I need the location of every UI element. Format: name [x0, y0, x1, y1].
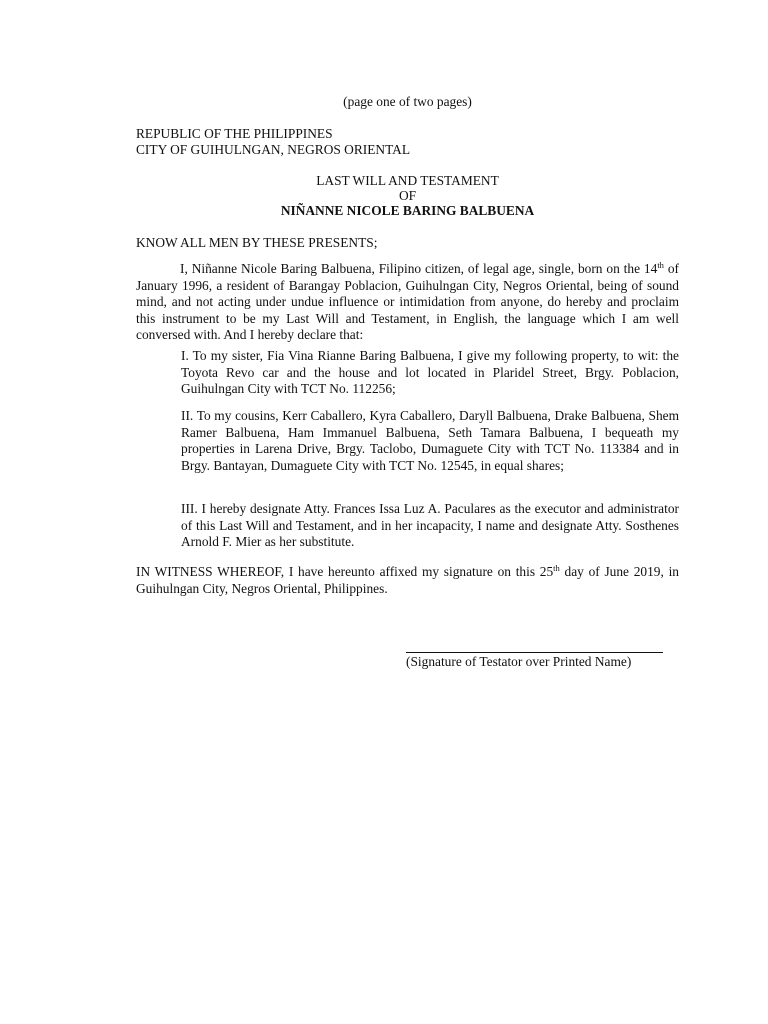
witness-text-part-2: day of June 2019, in Guihulngan City, Negros Oriental, Philippines. [136, 564, 679, 596]
testator-name-heading: NIÑANNE NICOLE BARING BALBUENA [280, 203, 535, 218]
intro-text-part-1: I, Niñanne Nicole Baring Balbuena, Filipino citizen, of legal age, single, born on the 14 [180, 261, 658, 276]
title-line-1: LAST WILL AND TESTAMENT [316, 173, 499, 188]
jurisdiction-line-1: REPUBLIC OF THE PHILIPPINES [136, 126, 333, 141]
provision-2: II. To my cousins, Kerr Caballero, Kyra Caballero, Daryll Balbuena, Drake Balbuena, Shem Ramer Balbuena, Ham Immanuel Balbuena, Seth Tamara Balbuena, I bequeath my properties in Larena Drive, Brgy. Taclobo, Dumaguete City with TCT No. 113384 and in Brgy. Bantayan, Dumaguete City with TCT No. 12545, in equal shares; [181, 408, 679, 473]
provision-1: I. To my sister, Fia Vina Rianne Baring Balbuena, I give my following property, to wit: the Toyota Revo car and the house and lot located in Plaridel Street, Brgy. Poblacion, Guihulngan City with TCT No. 112256; [181, 348, 679, 397]
intro-text-part-2: of January 1996, a resident of Barangay Poblacion, Guihulngan City, Negros Oriental, being of sound mind, and not acting under undue influence or intimidation from anyone, do hereby and proclaim this instrument to be my Last Will and Testament, in English, the language which I am well conversed with. And I hereby declare that: [136, 261, 679, 343]
intro-ordinal-suffix: th [657, 260, 664, 270]
signature-caption: (Signature of Testator over Printed Name) [406, 654, 632, 669]
title-line-2: OF [398, 188, 417, 203]
signature-line [406, 652, 663, 653]
page-header: (page one of two pages) [343, 94, 472, 109]
intro-paragraph [136, 261, 679, 344]
salutation: KNOW ALL MEN BY THESE PRESENTS; [136, 235, 378, 250]
witness-ordinal-suffix: th [553, 563, 560, 573]
jurisdiction-line-2: CITY OF GUIHULNGAN, NEGROS ORIENTAL [136, 142, 411, 157]
witness-paragraph [136, 564, 679, 597]
witness-text-part-1: IN WITNESS WHEREOF, I have hereunto affixed my signature on this 25 [136, 564, 554, 579]
provision-3: III. I hereby designate Atty. Frances Issa Luz A. Paculares as the executor and administrator of this Last Will and Testament, and in her incapacity, I name and designate Atty. Sosthenes Arnold F. Mier as her substitute. [181, 501, 679, 550]
